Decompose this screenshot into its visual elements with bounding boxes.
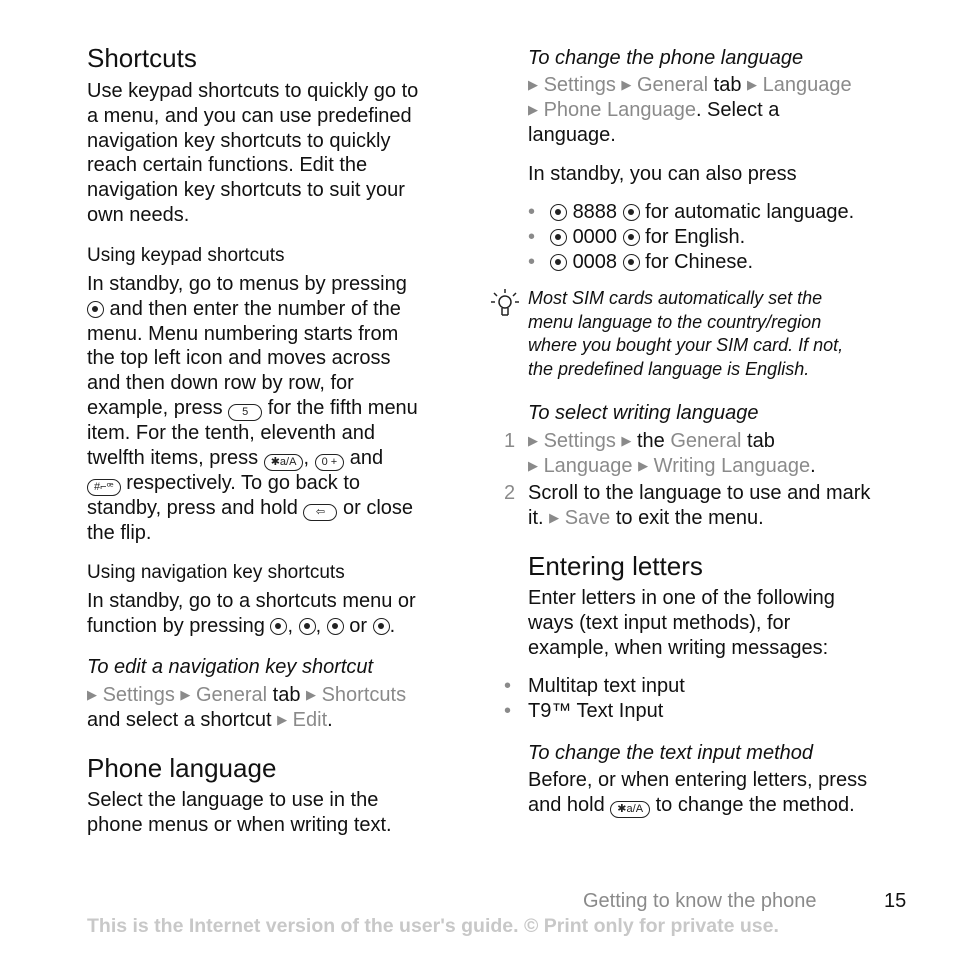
- text-span: standby, press and hold: [87, 496, 304, 519]
- text-line: [87, 614, 477, 639]
- step-number: 1: [504, 430, 516, 452]
- text-span: .: [389, 614, 396, 637]
- arrow-icon: ▶: [528, 77, 538, 92]
- phone-language-intro: [87, 788, 477, 838]
- text-span: and select a shortcut: [87, 708, 278, 731]
- text-span: tab: [741, 430, 775, 452]
- text-span: ,: [303, 446, 315, 469]
- menu-general: General: [195, 684, 268, 706]
- text-line: [528, 793, 918, 818]
- text-span: example, press: [87, 396, 229, 419]
- key-star-icon: ✱a/A: [264, 454, 304, 471]
- text-line: language.: [528, 123, 616, 146]
- text-line: [87, 708, 477, 733]
- key-five-icon: 5: [228, 404, 262, 421]
- change-phone-language-title: To change the phone language: [528, 47, 804, 69]
- text-line: In standby, go to menus by pressing: [87, 273, 407, 295]
- text-span: .: [327, 708, 333, 731]
- tip-note: [528, 287, 913, 381]
- arrow-icon: ▶: [638, 457, 649, 473]
- text-span: tab: [708, 74, 748, 96]
- text-line: example, when writing messages:: [528, 636, 829, 659]
- code: 0000: [572, 225, 618, 248]
- menu-general: General: [670, 430, 742, 452]
- arrow-icon: ▶: [549, 509, 560, 525]
- list-item: [504, 674, 889, 699]
- text-span: twelfth items, press: [87, 446, 264, 469]
- text-line: the flip.: [87, 521, 152, 544]
- standby-text: In standby, you can also press: [528, 163, 797, 185]
- text-line: phone menus or when writing text.: [87, 813, 392, 836]
- text-span: for English.: [639, 225, 746, 248]
- arrow-icon: ▶: [306, 687, 317, 702]
- nav-left-icon: [550, 204, 567, 221]
- entering-letters-heading: Entering letters: [528, 551, 703, 581]
- menu-language: Language: [543, 454, 633, 477]
- text-line: [528, 454, 913, 479]
- text-line: [87, 496, 477, 521]
- nav-right-icon: [623, 254, 640, 271]
- arrow-icon: ▶: [621, 433, 632, 448]
- arrow-icon: ▶: [528, 457, 538, 473]
- text-line: own needs.: [87, 203, 190, 226]
- text-line: item. For the tenth, eleventh and: [87, 421, 375, 444]
- list-item: [528, 225, 913, 250]
- language-code-list: [528, 200, 913, 274]
- entering-letters-intro: [528, 586, 913, 660]
- nav-right-icon: [623, 229, 640, 246]
- keypad-shortcuts-text: [87, 272, 477, 546]
- text-line: [87, 471, 477, 496]
- text-line: [87, 396, 477, 421]
- arrow-icon: ▶: [528, 101, 538, 117]
- lightbulb-icon: [490, 287, 520, 321]
- nav-right-icon: [623, 204, 640, 221]
- list-item: [528, 250, 913, 275]
- bullet: •: [528, 225, 536, 248]
- text-span: T9™ Text Input: [528, 699, 664, 722]
- nav-up-icon: [270, 618, 287, 635]
- bullet: •: [504, 699, 512, 722]
- writing-language-step-2: [504, 481, 913, 531]
- list-item: [504, 699, 889, 724]
- text-line: menu. Menu numbering starts from: [87, 322, 399, 345]
- arrow-icon: ▶: [747, 77, 758, 92]
- key-hash-icon: #⌐ꟹ: [87, 479, 121, 496]
- keypad-shortcuts-subheading: Using keypad shortcuts: [87, 245, 285, 266]
- footer-disclaimer: This is the Internet version of the user's guide. © Print only for private use.: [87, 915, 779, 937]
- nav-shortcuts-subheading: Using navigation key shortcuts: [87, 562, 345, 583]
- input-method-list: [504, 674, 889, 724]
- list-item: [528, 200, 913, 225]
- change-phone-language-steps: [528, 73, 913, 147]
- code: 0008: [572, 250, 618, 273]
- key-back-icon: ⇦: [303, 504, 337, 521]
- nav-left-icon: [327, 618, 344, 635]
- page-number: 15: [884, 890, 907, 912]
- edit-nav-shortcut-title: To edit a navigation key shortcut: [87, 656, 374, 678]
- text-line: navigation key shortcuts to suit your: [87, 179, 405, 202]
- text-span: .: [810, 454, 816, 477]
- change-input-method-text: [528, 768, 918, 818]
- text-line: Enter letters in one of the following: [528, 587, 835, 609]
- menu-settings: Settings: [543, 74, 616, 96]
- arrow-icon: ▶: [180, 687, 191, 702]
- text-span: Multitap text input: [528, 675, 685, 697]
- text-line: a menu, and you can use predefined: [87, 104, 412, 127]
- text-span: and: [344, 446, 384, 469]
- nav-right-icon: [373, 618, 390, 635]
- edit-nav-shortcut-steps: [87, 683, 477, 733]
- writing-language-step-1: [504, 429, 913, 479]
- menu-edit: Edit: [292, 708, 328, 731]
- text-span: and hold: [528, 793, 611, 816]
- text-span: for the fifth menu: [262, 396, 418, 419]
- text-line: [528, 73, 913, 98]
- menu-general: General: [636, 74, 709, 96]
- text-span: or close: [337, 496, 414, 519]
- menu-writing-language: Writing Language: [653, 454, 811, 477]
- nav-center-icon: [87, 301, 104, 318]
- text-line: [528, 506, 913, 531]
- text-line: menu language to the country/region: [528, 311, 822, 332]
- text-span: or: [343, 614, 373, 637]
- shortcuts-intro: [87, 79, 467, 228]
- text-line: ways (text input methods), for: [528, 611, 791, 634]
- arrow-icon: ▶: [621, 77, 632, 92]
- text-line: where you bought your SIM card. If not,: [528, 335, 844, 355]
- text-line: [87, 683, 477, 708]
- menu-settings: Settings: [102, 684, 175, 706]
- text-span: for automatic language.: [639, 201, 855, 223]
- arrow-icon: ▶: [277, 711, 288, 727]
- menu-phone-language: Phone Language: [543, 98, 696, 121]
- text-span: the: [631, 430, 671, 452]
- arrow-icon: ▶: [528, 433, 538, 448]
- text-line: Select the language to use in the: [87, 789, 379, 811]
- text-span: function by pressing: [87, 614, 271, 637]
- text-span: it.: [528, 506, 550, 529]
- footer-section-title: Getting to know the phone: [583, 890, 817, 912]
- key-star-icon: ✱a/A: [610, 801, 650, 818]
- bullet: •: [504, 675, 512, 697]
- text-line: Use keypad shortcuts to quickly go to: [87, 80, 419, 102]
- text-span: . Select a: [695, 98, 780, 121]
- text-line: [87, 297, 477, 322]
- text-span: tab: [267, 684, 307, 706]
- bullet: •: [528, 250, 536, 273]
- change-input-method-title: To change the text input method: [528, 742, 814, 764]
- nav-shortcuts-text: [87, 589, 477, 639]
- text-line: the top left icon and moves across: [87, 347, 391, 370]
- step-number: 2: [504, 482, 516, 504]
- text-span: to exit the menu.: [610, 506, 764, 529]
- arrow-icon: ▶: [87, 687, 97, 702]
- text-line: and then down row by row, for: [87, 372, 354, 395]
- menu-shortcuts: Shortcuts: [321, 684, 407, 706]
- text-line: Scroll to the language to use and mark: [528, 482, 871, 504]
- menu-language: Language: [762, 74, 852, 96]
- text-line: navigation key shortcuts to quickly: [87, 129, 391, 152]
- text-line: Most SIM cards automatically set the: [528, 288, 823, 308]
- text-span: ,: [287, 614, 299, 637]
- menu-settings: Settings: [543, 430, 616, 452]
- nav-down-icon: [299, 618, 316, 635]
- key-zero-icon: 0 +: [315, 454, 345, 471]
- text-line: reach certain functions. Edit the: [87, 154, 368, 177]
- text-span: to change the method.: [650, 793, 855, 816]
- select-writing-language-title: To select writing language: [528, 402, 759, 424]
- menu-save: Save: [564, 506, 611, 529]
- text-span: for Chinese.: [639, 250, 754, 273]
- text-line: [528, 429, 913, 454]
- bullet: •: [528, 201, 536, 223]
- code: 8888: [572, 201, 618, 223]
- phone-language-heading: Phone language: [87, 753, 277, 783]
- text-line: [87, 446, 477, 471]
- nav-left-icon: [550, 254, 567, 271]
- text-span: and then enter the number of the: [104, 297, 401, 320]
- text-span: respectively. To go back to: [120, 471, 361, 494]
- text-span: ,: [315, 614, 327, 637]
- text-line: In standby, go to a shortcuts menu or: [87, 590, 416, 612]
- nav-left-icon: [550, 229, 567, 246]
- text-line: Before, or when entering letters, press: [528, 769, 868, 791]
- shortcuts-heading: Shortcuts: [87, 43, 197, 73]
- text-line: the predefined language is English.: [528, 358, 810, 379]
- text-line: [528, 98, 913, 123]
